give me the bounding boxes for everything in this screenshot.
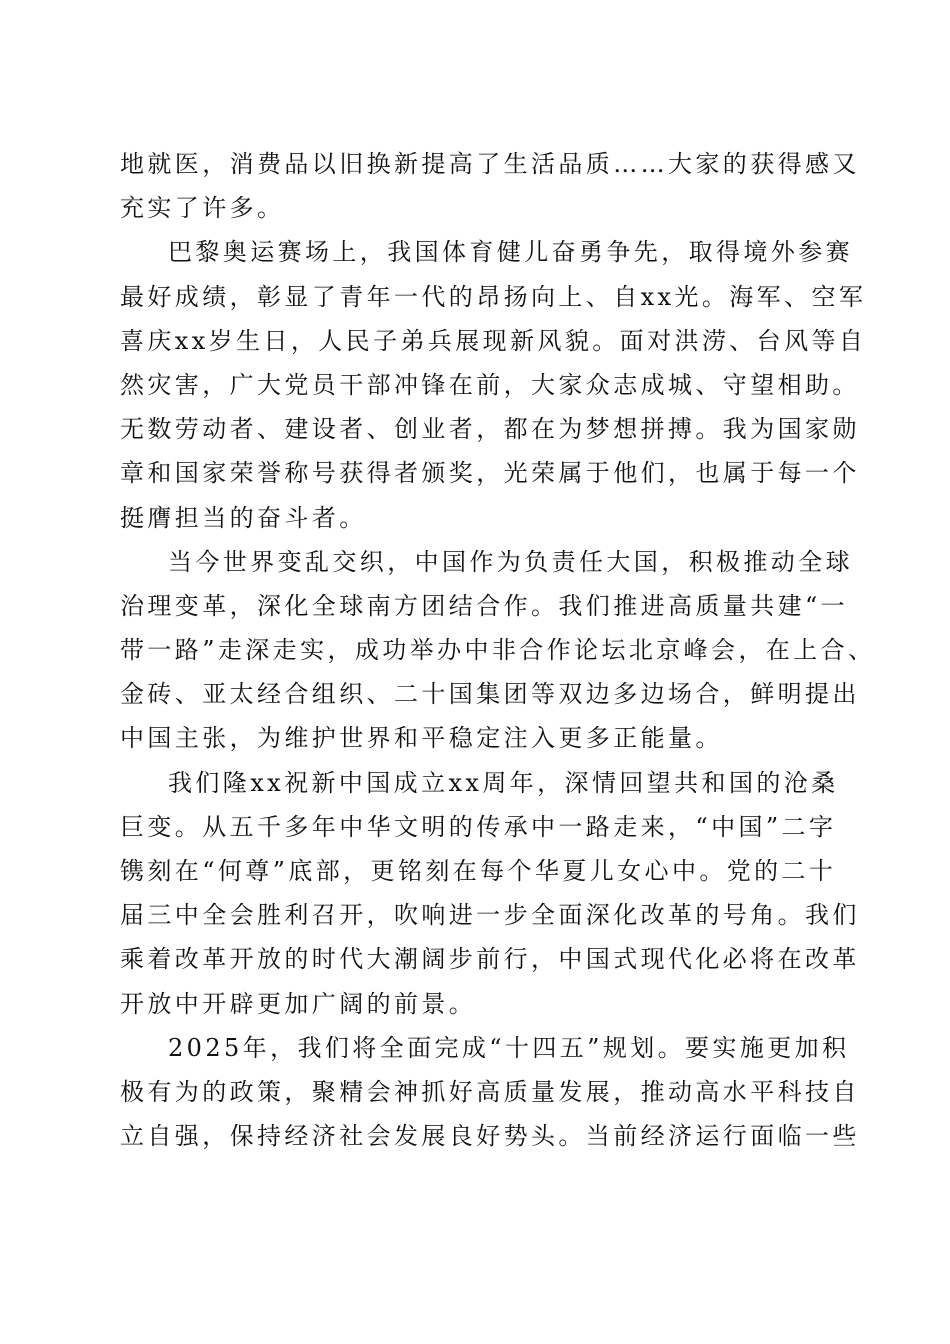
text-line: 金砖、亚太经合组织、二十国集团等双边多边场合，鲜明提出 <box>120 680 860 709</box>
paragraph-4 <box>120 761 860 1026</box>
text-line: 极有为的政策，聚精会神抓好高质量发展，推动高水平科技自 <box>120 1077 860 1106</box>
text-line: 2025年，我们将全面完成“十四五”规划。要实施更加积 <box>168 1033 850 1062</box>
text-line: 充实了许多。 <box>120 194 285 223</box>
text-line: 巴黎奥运赛场上，我国体育健儿奋勇争先，取得境外参赛 <box>168 238 853 267</box>
document-body <box>120 142 876 1158</box>
text-line: 挺膺担当的奋斗者。 <box>120 503 367 532</box>
text-line: 然灾害，广大党员干部冲锋在前，大家众志成城、守望相助。 <box>120 370 860 399</box>
text-line: 届三中全会胜利召开，吹响进一步全面深化改革的号角。我们 <box>120 901 860 930</box>
text-line: 治理变革，深化全球南方团结合作。我们推进高质量共建“一 <box>120 591 849 620</box>
text-line: 当今世界变乱交织，中国作为负责任大国，积极推动全球 <box>168 547 853 576</box>
text-line: 无数劳动者、建设者、创业者，都在为梦想拼搏。我为国家勋 <box>120 415 860 444</box>
text-line: 章和国家荣誉称号获得者颁奖，光荣属于他们，也属于每一个 <box>120 459 860 488</box>
text-line: 地就医，消费品以旧换新提高了生活品质……大家的获得感又 <box>120 150 860 178</box>
text-line: 巨变。从五千多年中华文明的传承中一路走来，“中国”二字 <box>120 812 837 841</box>
paragraph-5 <box>120 1026 860 1159</box>
text-line: 中国主张，为维护世界和平稳定注入更多正能量。 <box>120 724 723 753</box>
text-line: 开放中开辟更加广阔的前景。 <box>120 989 477 1018</box>
text-line: 带一路”走深走实，成功举办中非合作论坛北京峰会，在上合、 <box>120 636 876 665</box>
text-line: 镌刻在“何尊”底部，更铭刻在每个华夏儿女心中。党的二十 <box>120 857 837 885</box>
paragraph-1 <box>120 142 860 230</box>
text-line: 我们隆xx祝新中国成立xx周年，深情回望共和国的沧桑 <box>168 768 839 797</box>
text-line: 乘着改革开放的时代大潮阔步前行，中国式现代化必将在改革 <box>120 945 860 974</box>
paragraph-2 <box>120 230 867 539</box>
paragraph-3 <box>120 540 876 761</box>
text-line: 立自强，保持经济社会发展良好势头。当前经济运行面临一些 <box>120 1122 860 1151</box>
text-line: 最好成绩，彰显了青年一代的昂扬向上、自xx光。海军、空军 <box>120 282 867 311</box>
text-line: 喜庆xx岁生日，人民子弟兵展现新风貌。面对洪涝、台风等自 <box>120 326 867 355</box>
